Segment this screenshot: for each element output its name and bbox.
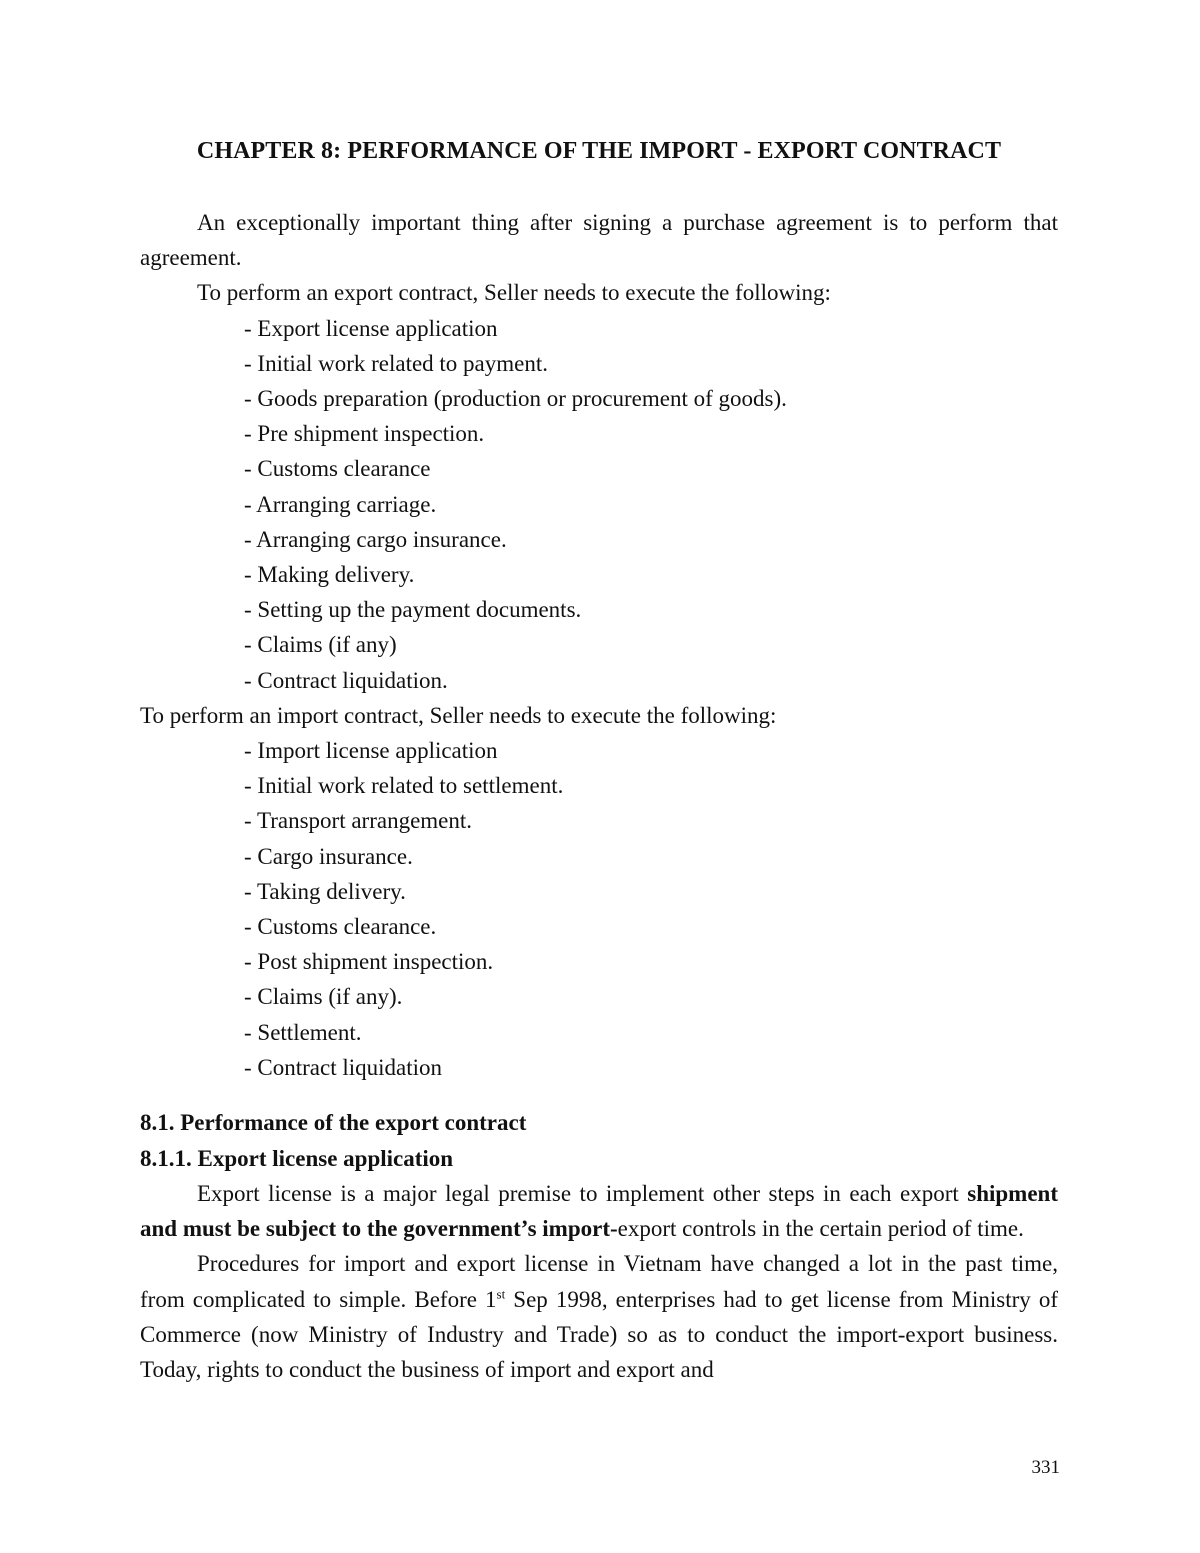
list-item: - Taking delivery. [244, 878, 406, 904]
list-item: - Making delivery. [244, 562, 415, 588]
import-steps-list [140, 733, 1058, 1085]
paragraph-text: Sep 1998, enterprises had to get license from Ministry of Commerce (now Ministry of Industry and Trade) so as to conduct the import-export business. Today, rights to conduct the business of import and export and [140, 1286, 1058, 1383]
paragraph-text: Export license is a major legal premise to implement other steps in each export [197, 1181, 968, 1207]
export-license-paragraph [140, 1176, 1058, 1246]
list-item: - Claims (if any). [244, 984, 403, 1010]
list-item: - Customs clearance [244, 456, 431, 482]
ordinal-suffix: st [496, 1286, 506, 1302]
list-item: - Setting up the payment documents. [244, 597, 582, 623]
paragraph-text: export controls in the certain period of time. [617, 1216, 1024, 1242]
export-list-lead: To perform an export contract, Seller needs to execute the following: [197, 280, 831, 306]
list-item: - Claims (if any) [244, 632, 397, 658]
list-item: - Settlement. [244, 1019, 362, 1045]
list-item: - Initial work related to settlement. [244, 773, 564, 799]
section-heading-8-1: 8.1. Performance of the export contract [140, 1110, 527, 1136]
page-number: 331 [1031, 1457, 1060, 1478]
export-steps-list [140, 311, 1058, 698]
document-page [140, 138, 1058, 1387]
intro-paragraph: An exceptionally important thing after signing a purchase agreement is to perform that agreement. [140, 210, 1058, 271]
license-procedures-paragraph [140, 1246, 1058, 1387]
list-item: - Transport arrangement. [244, 808, 473, 834]
list-item: - Initial work related to payment. [244, 350, 549, 376]
list-item: - Arranging cargo insurance. [244, 526, 507, 552]
list-item: - Contract liquidation. [244, 667, 448, 693]
import-list-lead: To perform an import contract, Seller needs to execute the following: [140, 702, 777, 728]
list-item: - Pre shipment inspection. [244, 421, 485, 447]
list-item: - Goods preparation (production or procurement of goods). [244, 386, 787, 412]
paragraph-text: Procedures for import and export license in Vietnam have changed a lot in the past time, from complicated to simple. Before 1 [140, 1251, 1058, 1312]
section-heading-8-1-1: 8.1.1. Export license application [140, 1145, 454, 1171]
list-item: - Contract liquidation [244, 1054, 443, 1080]
list-item: - Customs clearance. [244, 914, 437, 940]
list-item: - Post shipment inspection. [244, 949, 494, 975]
paragraph-bold-text: shipment and must be subject to the government’s import- [140, 1181, 1058, 1242]
list-item: - Cargo insurance. [244, 843, 413, 869]
chapter-title: CHAPTER 8: PERFORMANCE OF THE IMPORT - EXPORT CONTRACT [196, 138, 1002, 164]
list-item: - Import license application [244, 738, 498, 764]
list-item: - Arranging carriage. [244, 491, 437, 517]
list-item: - Export license application [244, 315, 498, 341]
